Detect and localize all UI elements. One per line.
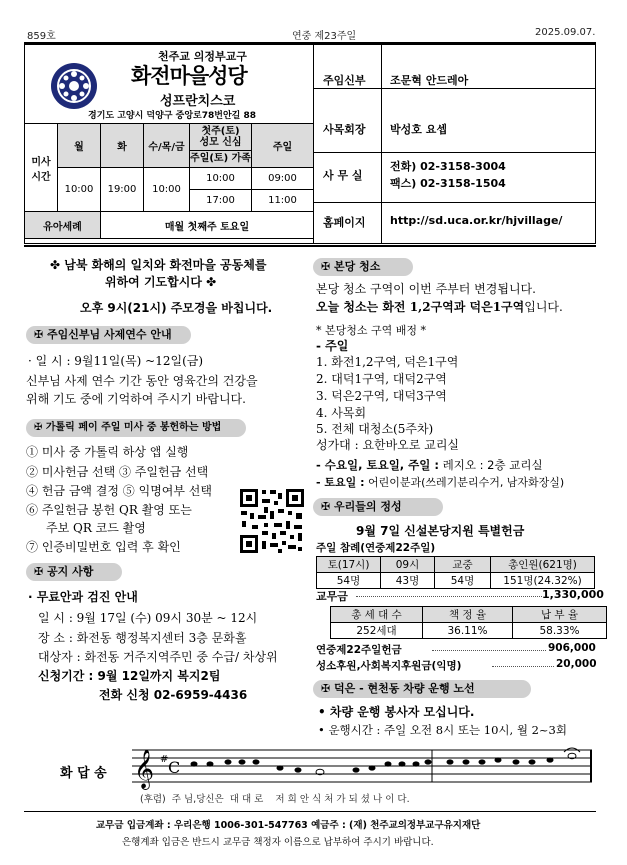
section-catholic-pay-title: ✠ 가톨릭 페이 주일 미사 중 봉헌하는 방법 [26,419,246,437]
att-head-9: 09시 [381,557,435,573]
retreat-text-1: 신부님 사제 연수 기간 동안 영육간의 건강을 [26,374,258,388]
tithe-val-households: 252세대 [331,623,423,639]
svg-text:#: # [160,754,169,765]
staff-divider-3 [313,202,596,203]
staff-divider-1 [313,88,596,89]
pay-step-1: ① 미사 중 가톨릭 하상 앱 실행 [26,445,189,459]
mass-schedule-table [24,123,314,239]
parish-name: 화전마을성당 [131,64,247,88]
homepage-link[interactable]: http://sd.uca.or.kr/hjvillage/ [390,214,563,227]
parish-patron: 성프란치스코 [160,94,236,109]
att-head-sat: 토(17시) [317,557,381,573]
tithe-label: 교무금 [316,590,348,603]
anon-donation-value: 20,000 [556,658,597,670]
tithe-value: 1,330,000 [542,588,604,601]
baptism-value: 매월 첫째주 토요일 [101,212,314,239]
mass-row-label: 미사 시간 [25,124,58,212]
col-sat: 첫주(토) 성모 신심 [199,126,242,148]
eye-exam-title: · 무료안과 검진 안내 [28,590,138,604]
staff-label-homepage: 홈페이지 [323,216,366,229]
anon-donation-label: 성소후원,사회복지후원금(익명) [316,660,462,672]
staff-divider-2 [313,152,596,153]
pay-step-4b: 주보 QR 코드 촬영 [46,521,146,535]
staff-col-divider [381,44,382,244]
att-head-main: 교중 [435,557,491,573]
saturday-duty: 어린이분과(쓰레기분리수거, 남자화장실) [364,476,565,489]
cleaning-today-areas: 화전 1,2구역과 덕은1구역 [382,300,525,314]
time-mon: 10:00 [58,168,101,212]
cleaning-change-notice: 본당 청소 구역이 이번 주부터 변경됩니다. [316,282,536,296]
special-collection-title: 9월 7일 신설본당지원 특별헌금 [356,524,525,538]
tithe-head-set: 책 정 율 [423,607,513,623]
staff-value-council: 박성호 요셉 [390,123,447,136]
attendance-table [316,556,595,589]
att-val-sat: 54명 [317,573,381,589]
cleaning-item-2: 2. 대덕1구역, 대덕2구역 [316,372,447,386]
cleaning-today-prefix: 오늘 청소는 [316,300,383,314]
legio-days: - 수요일, 토요일, 주일 : [316,458,439,472]
footer-rule [24,811,596,812]
eye-exam-deadline: 신청기간 : 9월 12일까지 복지2팀 [38,669,221,683]
qr-code[interactable] [238,487,306,555]
section-shuttle-title: ✠ 덕은 - 현천동 차량 운행 노선 [313,680,531,698]
col-mon: 월 [58,124,101,168]
baptism-label: 유아세례 [25,212,101,239]
section-cleaning-title: ✠ 본당 청소 [313,258,413,276]
shuttle-schedule: • 운행시간 : 주일 오전 8시 또는 10시, 월 2~3회 [318,723,567,737]
prayer-line-3: 오후 9시(21시) 주모경을 바칩니다. [80,301,273,315]
eye-exam-phone: 전화 신청 02-6959-4436 [99,688,248,702]
staff-value-pastor: 조문혁 안드레아 [390,74,469,87]
cleaning-item-5: 5. 전체 대청소(5주차) [316,422,434,436]
tithe-head-paid: 납 부 율 [513,607,607,623]
staff-label-office: 사 무 실 [323,169,363,182]
section-offering-title: ✠ 우리들의 정성 [313,498,443,516]
cleaning-choir: 성가대 : 요한바오로 교리실 [316,438,459,452]
sunday-collection-leader [432,650,546,651]
cleaning-today [316,298,563,315]
pay-step-4: ⑥ 주일헌금 봉헌 QR 촬영 또는 [26,503,192,517]
footer-note: 은행계좌 입금은 반드시 교무금 책정자 이름으로 납부하여 주시기 바랍니다. [122,837,434,848]
att-head-total: 총인원(621명) [491,557,595,573]
svg-text:𝄞: 𝄞 [134,749,155,789]
cleaning-today-suffix: 입니다. [524,300,563,314]
anon-donation-leader [492,666,554,667]
eye-exam-place: 장 소 : 화전동 행정복지센터 3층 문화홀 [38,631,247,645]
eye-exam-target: 대상자 : 화전동 거주지역주민 중 수급/ 차상위 [38,650,278,664]
prayer-line-2: 위하여 기도합시다 ✤ [105,275,217,289]
staff-label-council: 사목회장 [323,123,366,136]
parish-address: 경기도 고양시 덕양구 중앙로78번안길 88 [88,111,256,121]
time-sun2: 11:00 [252,190,314,212]
att-val-total: 151명(24.32%) [491,573,595,589]
svg-text:C: C [168,758,181,777]
staff-value-office: 전화) 02-3158-3004 팩스) 02-3158-1504 [390,160,506,190]
staff-label-pastor: 주임신부 [323,74,366,87]
section-notice-title: ✠ 공지 사항 [26,563,122,581]
legio-place: 레지오 : 2층 교리실 [439,458,543,472]
pay-step-3: ④ 헌금 금액 결정 ⑤ 익명여부 선택 [26,484,212,498]
issue-number: 859호 [27,31,56,42]
time-sat2: 17:00 [190,190,252,212]
retreat-text-2: 위해 기도 중에 기억하여 주시기 바랍니다. [26,392,246,406]
sunday-collection-value: 906,000 [548,642,596,654]
tithe-val-set: 36.11% [423,623,513,639]
info-bottom-rule [24,245,596,247]
tithe-leader [356,596,542,597]
cleaning-item-3: 3. 덕은2구역, 대덕3구역 [316,389,447,403]
att-val-main: 54명 [435,573,491,589]
att-val-9: 43명 [381,573,435,589]
eye-exam-date: 일 시 : 9월 17일 (수) 09시 30분 ~ 12시 [38,611,258,625]
bulletin-date: 2025.09.07. [535,27,596,38]
footer-account: 교무금 입금계좌 : 우리은행 1006-301-547763 예금주 : (재) 천주교의정부교구유지재단 [96,820,481,831]
tithe-head-households: 총 세 대 수 [331,607,423,623]
pay-step-2: ② 미사헌금 선택 ③ 주일헌금 선택 [26,465,209,479]
parish-logo [50,62,98,110]
col-sun: 주일 [252,124,314,168]
hymn-score [132,742,592,790]
col-tue: 화 [101,124,144,168]
hymn-lyrics: (후렴) 주 님,당신은 대 대 로 저 희 안 식 처 가 되 셨 나 이 다. [140,794,410,805]
section-priest-retreat-title: ✠ 주임신부님 사제연수 안내 [26,326,191,344]
col-wed-fri: 수/목/금 [144,124,190,168]
attendance-title: 주일 참례(연중제22주일) [316,542,436,554]
time-tue: 19:00 [101,168,144,212]
cleaning-assign-title: * 본당청소 구역 배정 * [316,324,426,337]
shuttle-volunteer: • 차량 운행 봉사자 모십니다. [318,705,475,719]
tithe-val-paid: 58.33% [513,623,607,639]
cleaning-sunday-label: - 주일 [316,339,349,353]
liturgical-week: 연중 제23주일 [292,31,357,42]
pay-step-5: ⑦ 인증비밀번호 입력 후 확인 [26,540,181,554]
time-wed: 10:00 [144,168,190,212]
time-sat1: 10:00 [190,168,252,190]
cleaning-item-4: 4. 사목회 [316,406,367,420]
diocese-name: 천주교 의정부교구 [158,50,247,63]
col-sat-family: 주일(토) 가족 [190,150,251,167]
sunday-collection-label: 연중제22주일헌금 [316,644,402,656]
tithe-table [330,606,607,639]
prayer-line-1: ✤ 남북 화해의 일치와 화전마을 공동체를 [50,258,267,272]
saturday-label: - 토요일 : [316,476,365,489]
retreat-date: · 일 시 : 9월11일(목) ~12일(금) [28,354,204,368]
cleaning-item-1: 1. 화전1,2구역, 덕은1구역 [316,355,459,369]
time-sun1: 09:00 [252,168,314,190]
hymn-label: 화 답 송 [60,766,107,781]
